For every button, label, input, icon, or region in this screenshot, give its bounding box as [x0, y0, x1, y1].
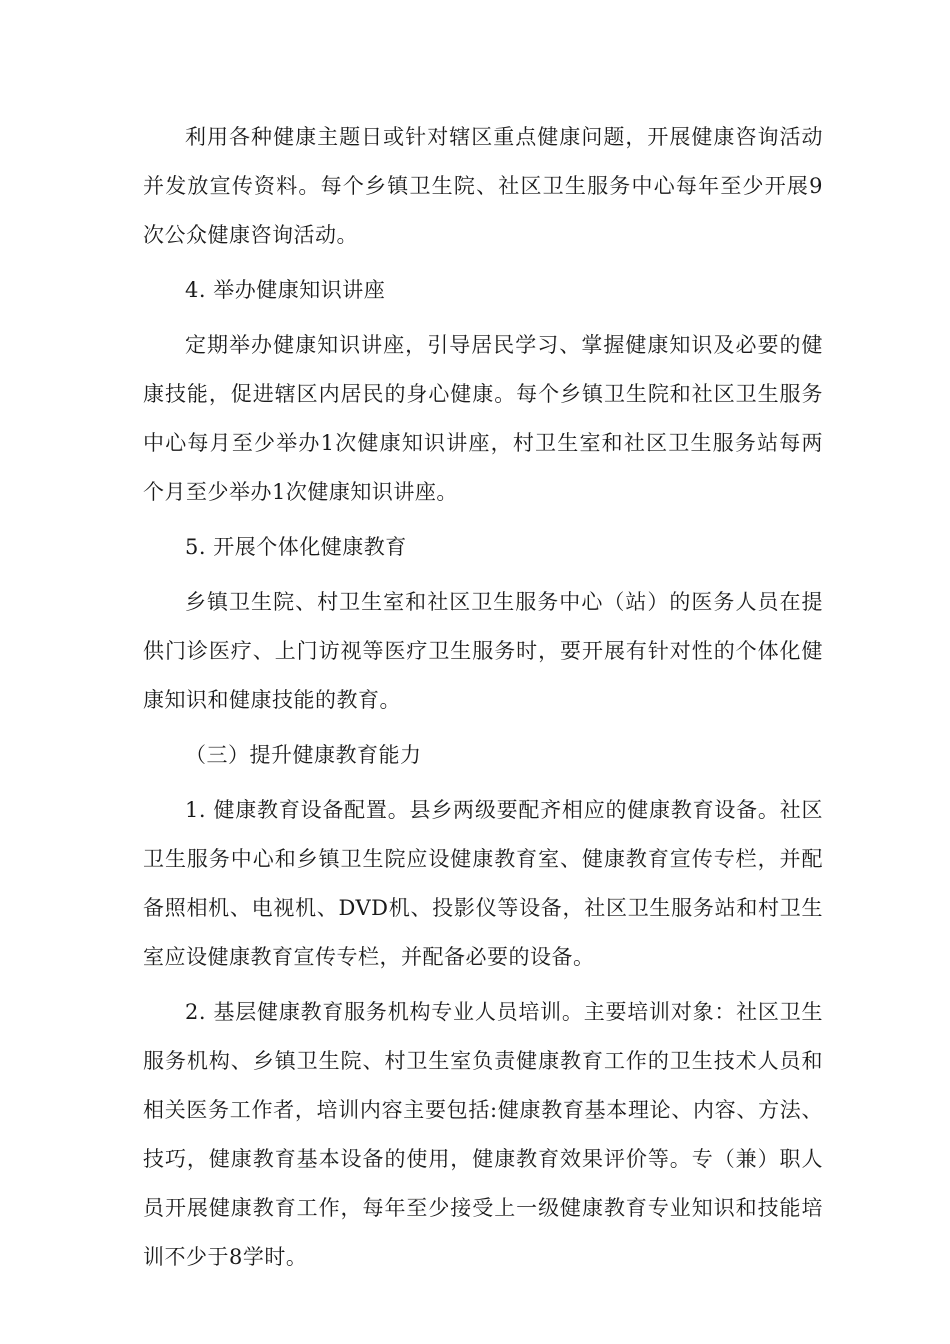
paragraph-training: 2. 基层健康教育服务机构专业人员培训。主要培训对象：社区卫生服务机构、乡镇卫生院、村卫生室负责健康教育工作的卫生技术人员和相关医务工作者，培训内容主要包括:健康教育基本理论、内容、方法、技巧，健康教育基本设备的使用，健康教育效果评价等。专（兼）职人员开展健康教育工作，每年至少接受上一级健康教育专业知识和技能培训不少于8学时。 — [143, 1000, 823, 1269]
heading-capacity: （三）提升健康教育能力 — [185, 743, 422, 767]
paragraph-lectures: 定期举办健康知识讲座，引导居民学习、掌握健康知识及必要的健康技能，促进辖区内居民的身心健康。每个乡镇卫生院和社区卫生服务中心每月至少举办1次健康知识讲座，村卫生室和社区卫生服务站每两个月至少举办1次健康知识讲座。 — [143, 333, 823, 504]
paragraph-consultation: 利用各种健康主题日或针对辖区重点健康问题，开展健康咨询活动并发放宣传资料。每个乡镇卫生院、社区卫生服务中心每年至少开展9次公众健康咨询活动。 — [143, 125, 823, 247]
heading-individual-education: 5. 开展个体化健康教育 — [185, 535, 407, 559]
paragraph-individual-education: 乡镇卫生院、村卫生室和社区卫生服务中心（站）的医务人员在提供门诊医疗、上门访视等医疗卫生服务时，要开展有针对性的个体化健康知识和健康技能的教育。 — [143, 590, 823, 712]
heading-lectures: 4. 举办健康知识讲座 — [185, 278, 386, 302]
paragraph-equipment: 1. 健康教育设备配置。县乡两级要配齐相应的健康教育设备。社区卫生服务中心和乡镇卫生院应设健康教育室、健康教育宣传专栏，并配备照相机、电视机、DVD机、投影仪等设备，社区卫生服务站和村卫生室应设健康教育宣传专栏，并配备必要的设备。 — [143, 798, 823, 969]
document-body — [143, 113, 823, 1282]
